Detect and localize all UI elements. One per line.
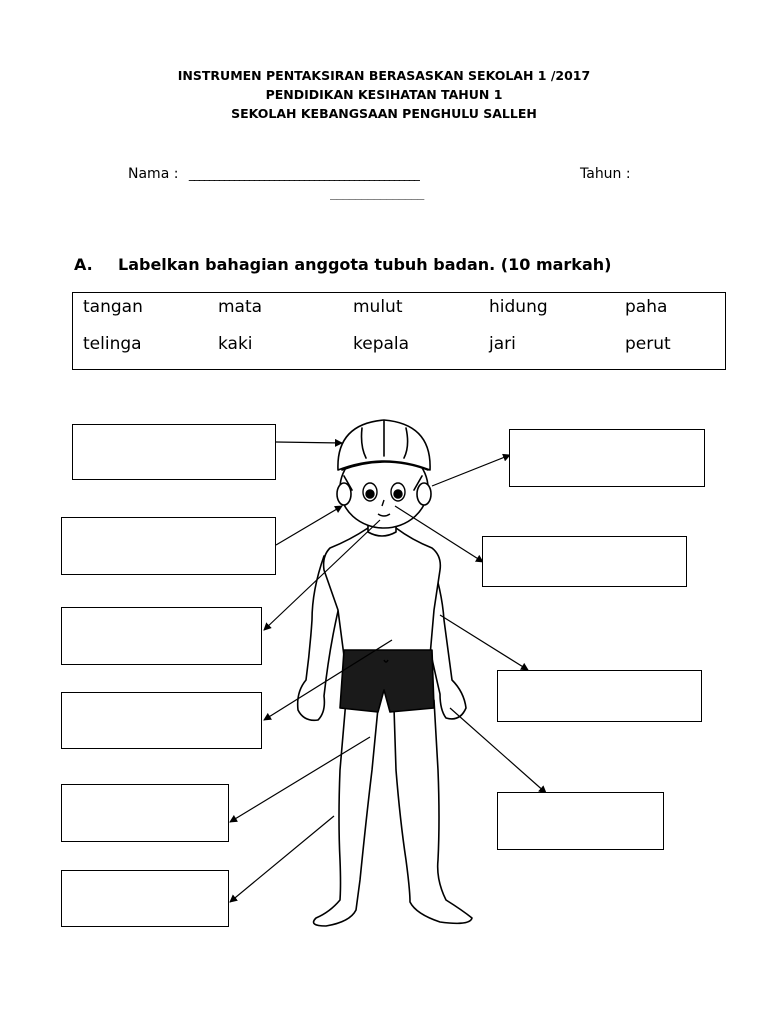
answer-box-hidung[interactable] bbox=[482, 536, 687, 587]
section-letter: A. bbox=[74, 255, 93, 274]
arrow-to-tangan bbox=[440, 615, 528, 670]
shorts bbox=[340, 650, 434, 712]
name-label: Nama : bbox=[128, 166, 179, 182]
header-line-3: SEKOLAH KEBANGSAAN PENGHULU SALLEH bbox=[231, 106, 537, 121]
word-bank-item: kaki bbox=[218, 334, 253, 354]
answer-box-kaki[interactable] bbox=[61, 870, 229, 927]
year-blank[interactable]: _______________ bbox=[330, 186, 424, 200]
word-bank-item: jari bbox=[489, 334, 516, 354]
answer-box-tangan[interactable] bbox=[497, 670, 702, 722]
header-line-2: PENDIDIKAN KESIHATAN TAHUN 1 bbox=[265, 87, 503, 102]
left-leg bbox=[314, 700, 378, 926]
word-bank-item: telinga bbox=[83, 334, 142, 354]
answer-box-jari[interactable] bbox=[497, 792, 664, 850]
arrow-to-telinga bbox=[276, 506, 342, 545]
word-bank-item: kepala bbox=[353, 334, 410, 354]
answer-box-mata[interactable] bbox=[509, 429, 705, 487]
answer-box-kepala[interactable] bbox=[72, 424, 276, 480]
arrow-to-kepala bbox=[276, 442, 342, 443]
header-line-1: INSTRUMEN PENTAKSIRAN BERASASKAN SEKOLAH 1 /2017 bbox=[177, 68, 591, 83]
torso bbox=[324, 528, 441, 656]
section-instruction: Labelkan bahagian anggota tubuh badan. (10 markah) bbox=[118, 255, 612, 274]
answer-box-perut[interactable] bbox=[61, 692, 262, 749]
answer-box-mulut[interactable] bbox=[61, 607, 262, 665]
arrow-to-kaki bbox=[230, 816, 334, 902]
right-leg bbox=[394, 700, 472, 923]
word-bank-item: perut bbox=[625, 334, 671, 354]
arrow-to-mata bbox=[432, 455, 510, 486]
answer-box-telinga[interactable] bbox=[61, 517, 276, 575]
year-label: Tahun : bbox=[580, 166, 631, 182]
word-bank-item: hidung bbox=[489, 297, 548, 317]
answer-box-paha[interactable] bbox=[61, 784, 229, 842]
word-bank-item: tangan bbox=[83, 297, 143, 317]
name-blank[interactable]: ______________________________________________ bbox=[188, 167, 419, 181]
word-bank-item: mulut bbox=[353, 297, 403, 317]
word-bank-item: mata bbox=[218, 297, 263, 317]
word-bank-item: paha bbox=[625, 297, 668, 317]
